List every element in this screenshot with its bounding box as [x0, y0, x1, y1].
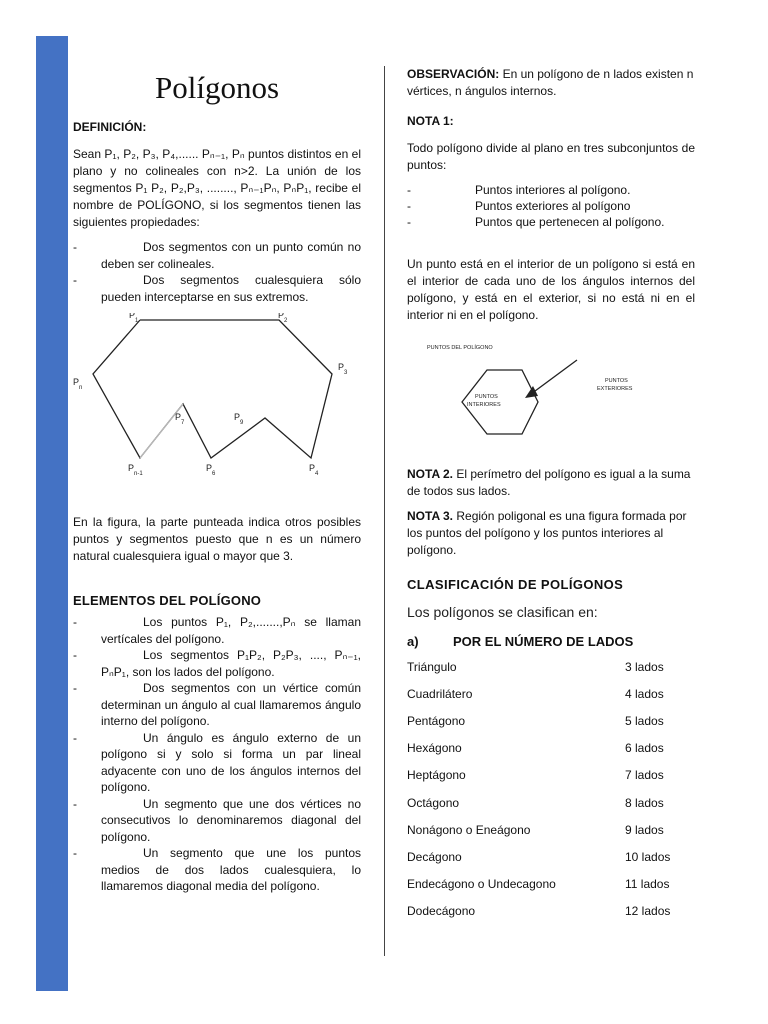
polygon-name: Triángulo: [407, 659, 457, 674]
definition-text: Sean P₁, P₂, P₃, P₄,...... Pₙ₋₁, Pₙ puntos distintos en el plano y no colineales con n>2. La unión de los segmentos P₁ P₂, P₂,P₃, ........, Pₙ₋₁Pₙ, PₙP₁, recibe el nombre de POLÍGONO, si los segmentos tienen las siguientes propiedades:: [73, 147, 361, 229]
list-item: - Puntos que pertenecen al polígono.: [407, 215, 665, 229]
polygon-name: Endecágono o Undecagono: [407, 877, 556, 892]
list-item: - Un ángulo es ángulo externo de un polígono si y solo si forma un par lineal adyacente con uno de los ángulos internos del polígono.: [73, 730, 361, 794]
polygon-sides: 8 lados: [625, 795, 664, 810]
polygon-sides: 12 lados: [625, 904, 671, 919]
table-row: [407, 843, 695, 870]
observation-text: En un polígono de n lados existen n vértices, n ángulos internos.: [407, 67, 694, 98]
list-item: - Dos segmentos con un vértice común determinan un ángulo al cual llamaremos ángulo interno del polígono.: [73, 681, 361, 728]
label-interior-2: INTERIORES: [467, 402, 501, 408]
points-diagram: [407, 342, 695, 452]
arrow-line: [531, 360, 577, 394]
list-item: - Los segmentos P₁P₂, P₂P₃, ...., Pₙ₋₁, PₙP₁, son los lados del polígono.: [73, 648, 361, 679]
nota2: [407, 466, 695, 500]
vertex-label-p1: $P_1$: [129, 313, 139, 324]
table-row: [407, 653, 695, 680]
nota3: [407, 508, 695, 559]
label-polygon-points: PUNTOS DEL POLÍGONO: [427, 345, 493, 351]
polygon-sides: 7 lados: [625, 768, 664, 783]
nota3-text: Región poligonal es una figura formada por los puntos del polígono y los puntos interiores al polígono.: [407, 509, 687, 557]
observation-label: OBSERVACIÓN:: [407, 67, 500, 81]
vertex-label-p6: $P_6$: [206, 463, 216, 477]
blue-sidebar-bar: [36, 36, 68, 991]
right-column: [407, 66, 695, 925]
list-item: - Dos segmentos cualesquiera sólo pueden interceptarse en sus extremos.: [73, 273, 361, 304]
polygon-name: Cuadrilátero: [407, 686, 473, 701]
polygon-name: Hexágono: [407, 741, 462, 756]
polygon-sides: 11 lados: [625, 877, 670, 892]
list-item: - Puntos interiores al polígono.: [407, 183, 631, 197]
polygon-sides: 3 lados: [625, 659, 664, 674]
observation: [407, 66, 695, 100]
polygon-sides: 5 lados: [625, 713, 664, 728]
polygon-table: [407, 653, 695, 925]
subsection-letter: a): [407, 634, 419, 649]
table-row: [407, 680, 695, 707]
nota1-heading: NOTA 1:: [407, 114, 454, 128]
interior-text: Un punto está en el interior de un polígono si está en el interior de cada uno de los ángulos internos del polígono, y está en el exterior, si no está ni en el interior ni en el polígono.: [407, 257, 695, 322]
vertex-label-p7: $P_7$: [175, 412, 185, 426]
nota1-text: Todo polígono divide al plano en tres subconjuntos de puntos:: [407, 141, 695, 172]
list-item: - Puntos exteriores al polígono: [407, 199, 631, 213]
label-exterior-1: PUNTOS: [605, 378, 628, 384]
vertex-label-pn-1: $P_{n-1}$: [128, 463, 143, 477]
table-row: [407, 789, 695, 816]
polygon-name: Decágono: [407, 849, 462, 864]
polygon-sides: 4 lados: [625, 686, 664, 701]
nota1-list: [407, 182, 695, 230]
table-row: [407, 871, 695, 898]
definition-heading: DEFINICIÓN:: [73, 120, 147, 134]
vertex-label-p4: $P_4$: [309, 463, 319, 477]
label-interior-1: PUNTOS: [475, 394, 498, 400]
classification-sub: Los polígonos se clasifican en:: [407, 604, 598, 620]
list-item: - Los puntos P₁, P₂,.......,Pₙ se llaman vertícales del polígono.: [73, 615, 361, 646]
left-column: [73, 66, 361, 903]
elements-list: [73, 614, 361, 895]
polygon-name: Nonágono o Eneágono: [407, 822, 531, 837]
vertex-label-p3: $P_3$: [338, 362, 348, 376]
sides-subheading: [407, 634, 695, 649]
polygon-sides: 9 lados: [625, 822, 664, 837]
table-row: [407, 762, 695, 789]
polygon-name: Octágono: [407, 795, 460, 810]
subsection-title: POR EL NÚMERO DE LADOS: [453, 634, 634, 649]
figure-note: En la figura, la parte punteada indica otros posibles puntos y segmentos puesto que n es un número natural cualesquiera igual o mayor que 3.: [73, 515, 361, 563]
nota3-label: NOTA 3.: [407, 509, 454, 523]
nota2-label: NOTA 2.: [407, 467, 454, 481]
list-item: - Un segmento que une dos vértices no consecutivos lo denominaremos diagonal del polígono.: [73, 796, 361, 844]
vertex-label-pn: $P_n$: [73, 377, 83, 391]
vertex-label-p2: $P_2$: [278, 313, 288, 324]
list-item: - Un segmento que une los puntos medios de dos lados cualesquiera, lo llamaremos diagonal media del polígono.: [73, 846, 361, 893]
polygon-sides: 6 lados: [625, 741, 664, 756]
polygon-name: Pentágono: [407, 713, 466, 728]
table-row: [407, 816, 695, 843]
vertex-label-p9: $P_9$: [234, 412, 244, 426]
properties-list: [73, 239, 361, 305]
polygon-name: Dodecágono: [407, 904, 476, 919]
column-divider: [384, 66, 385, 956]
nota2-text: El perímetro del polígono es igual a la suma de todos sus lados.: [407, 467, 691, 498]
classification-heading: CLASIFICACIÓN DE POLÍGONOS: [407, 577, 624, 592]
table-row: [407, 898, 695, 925]
table-row: [407, 707, 695, 734]
polygon-name: Heptágono: [407, 768, 466, 783]
page-title: Polígonos: [154, 70, 280, 105]
table-row: [407, 735, 695, 762]
polygon-sides: 10 lados: [625, 849, 671, 864]
list-item: - Dos segmentos con un punto común no deben ser colineales.: [73, 240, 361, 271]
label-exterior-2: EXTERIORES: [597, 386, 633, 392]
elements-heading: ELEMENTOS DEL POLÍGONO: [73, 593, 262, 608]
polygon-figure: [73, 313, 361, 488]
